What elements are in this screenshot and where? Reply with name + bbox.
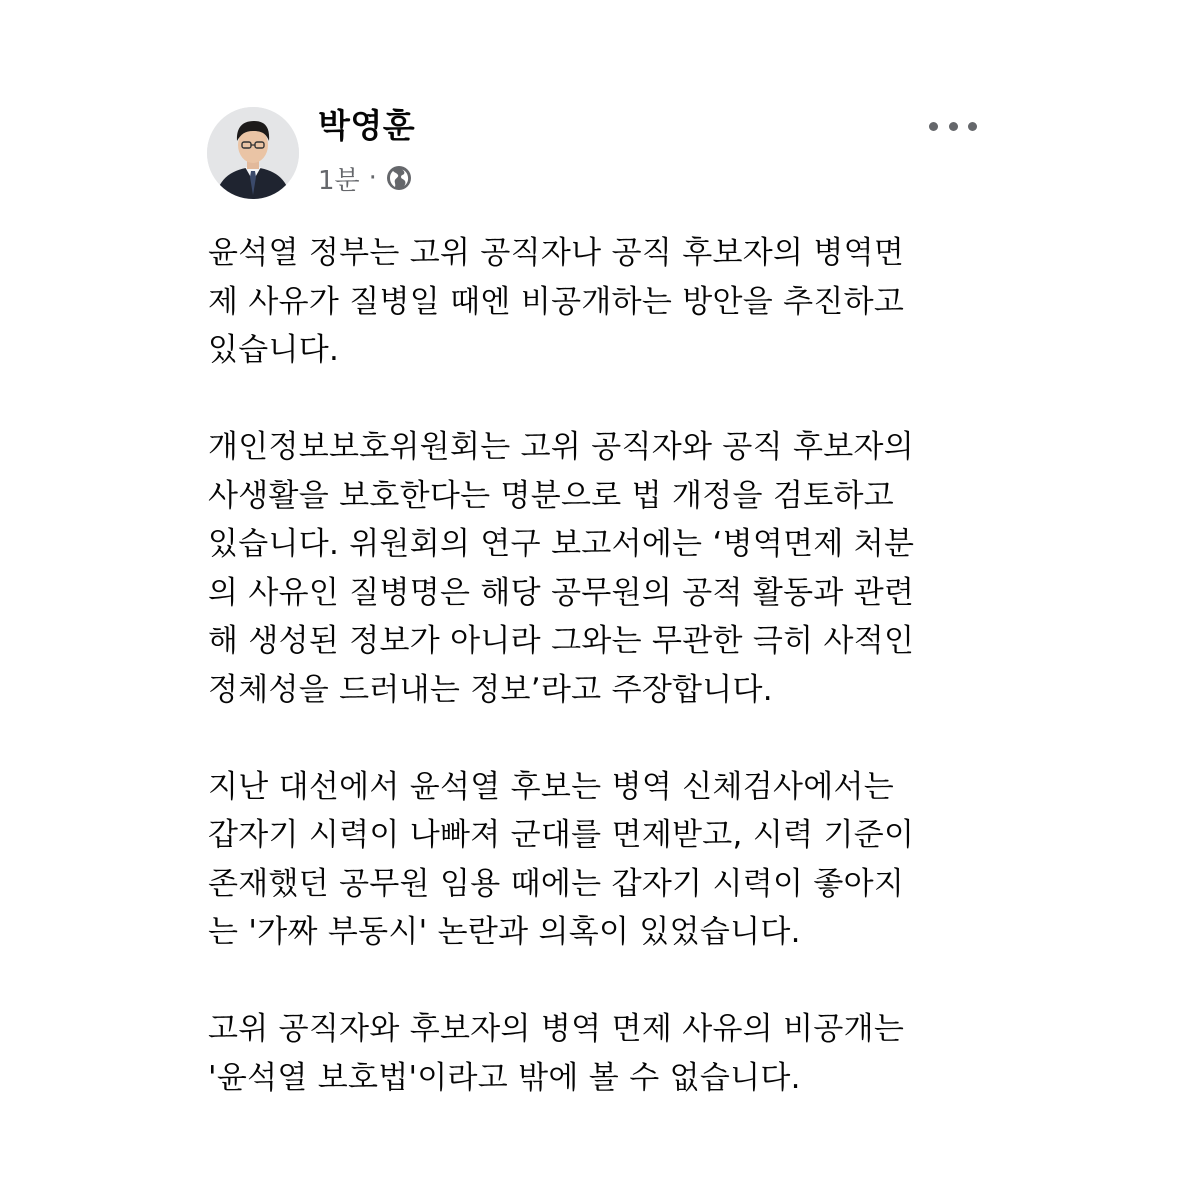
post-paragraph <box>208 423 983 714</box>
profile-photo <box>207 107 299 199</box>
post-text-line: 고위 공직자와 후보자의 병역 면제 사유의 비공개는 <box>208 1011 905 1047</box>
paragraph-gap <box>208 714 983 763</box>
meta-separator: · <box>368 163 377 193</box>
post-text-line: 존재했던 공무원 임용 때에는 갑자기 시력이 좋아지 <box>208 865 905 902</box>
post-paragraph <box>208 763 983 957</box>
post-meta <box>318 158 412 198</box>
post-text-line: 해 생성된 정보가 아니라 그와는 무관한 극히 사적인 <box>208 623 915 659</box>
post-body <box>208 229 983 1102</box>
post-text-line: 갑자기 시력이 나빠져 군대를 면제받고, 시력 기준이 <box>208 817 915 853</box>
more-dot <box>968 122 977 131</box>
post-text-line: 는 '가짜 부동시' 논란과 의혹이 있었습니다. <box>208 914 801 950</box>
post-text-line: 개인정보보호위원회는 고위 공직자와 공직 후보자의 <box>208 429 915 465</box>
post-text-line: 지난 대선에서 윤석열 후보는 병역 신체검사에서는 <box>208 768 894 805</box>
post-text-line: 정체성을 드러내는 정보’라고 주장합니다. <box>208 671 773 708</box>
post-text-line: 있습니다. 위원회의 연구 보고서에는 ‘병역면제 처분 <box>208 526 915 562</box>
post-timestamp[interactable]: 1분 <box>318 165 360 196</box>
post-text-line: 의 사유인 질병명은 해당 공무원의 공적 활동과 관련 <box>208 574 915 611</box>
more-options-icon[interactable] <box>929 108 977 144</box>
post-text-line: 있습니다. <box>208 332 340 368</box>
more-dot <box>949 122 958 131</box>
post-text-line: 윤석열 정부는 고위 공직자나 공직 후보자의 병역면 <box>208 235 905 271</box>
post-text-line: 제 사유가 질병일 때엔 비공개하는 방안을 추진하고 <box>208 283 905 320</box>
post-text-line: '윤석열 보호법'이라고 밖에 볼 수 없습니다. <box>208 1059 801 1096</box>
globe-icon[interactable] <box>386 165 412 191</box>
more-dot <box>929 122 938 131</box>
post-paragraph <box>208 1005 983 1102</box>
avatar[interactable] <box>207 107 299 199</box>
paragraph-gap <box>208 957 983 1006</box>
paragraph-gap <box>208 375 983 424</box>
author-name[interactable]: 박영훈 <box>318 106 416 145</box>
post-paragraph <box>208 229 983 375</box>
post-text-line: 사생활을 보호한다는 명분으로 법 개정을 검토하고 <box>208 477 894 514</box>
